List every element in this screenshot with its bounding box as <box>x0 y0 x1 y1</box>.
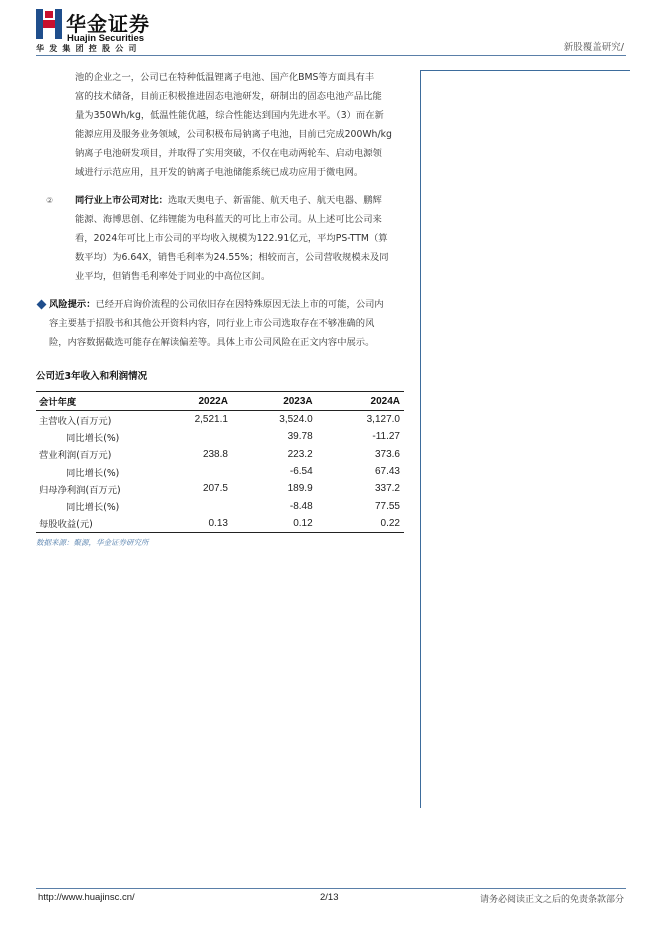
table-cell: -8.48 <box>289 500 313 512</box>
table-cell <box>171 497 228 514</box>
header-divider <box>36 55 626 56</box>
table-row <box>36 428 404 445</box>
sidebar-top-border <box>420 70 630 71</box>
text-line: 业平均，但销售毛利率处于同业的中高位区间。 <box>75 271 271 282</box>
table-cell: 238.8 <box>202 448 228 460</box>
row-label: 同比增长(%) <box>66 502 120 514</box>
page-number: 2/13 <box>320 892 339 903</box>
text-line: 容主要基于招股书和其他公开资料内容，同行业上市公司选取存在不够准确的风 <box>49 318 375 329</box>
table-cell: 0.22 <box>313 515 404 533</box>
row-label: 营业利润(百万元) <box>39 450 112 462</box>
text-line: 已经开启询价流程的公司依旧存在因特殊原因无法上市的可能，公司内 <box>95 299 384 310</box>
text-line: 看，2024年可比上市公司的平均收入规模为122.91亿元，平均PS-TTM（算 <box>75 233 388 244</box>
peer-comparison-item <box>36 191 408 286</box>
table-cell: 3,127.0 <box>366 414 400 426</box>
table-header-cell: 会计年度 <box>36 392 171 411</box>
text-line: 能源、海博思创、亿纬锂能为电科蓝天的可比上市公司。从上述可比公司来 <box>75 214 382 225</box>
table-header-cell: 2024A <box>313 392 404 411</box>
diamond-bullet-icon <box>37 299 47 309</box>
text-line: 险，内容数据截选可能存在解读偏差等。具体上市公司风险在正文内容中展示。 <box>49 337 375 348</box>
data-source-note: 数据来源：聚源，华金证券研究所 <box>36 538 149 547</box>
table-row <box>36 515 404 533</box>
table-cell: 207.5 <box>202 483 228 495</box>
footer-website-link[interactable]: http://www.huajinsc.cn/ <box>38 892 135 903</box>
text-line: 量为350Wh/kg，低温性能优越，综合性能达到国内先进水平。（3）而在新 <box>75 110 384 121</box>
text-line: 能源应用及服务业务领域，公司积极布局钠离子电池，目前已完成200Wh/kg <box>75 129 392 140</box>
table-header-row <box>36 392 404 411</box>
text-line: 钠离子电池研发项目，并取得了实用突破，不仅在电动两轮车、启动电源领 <box>75 148 382 159</box>
table-cell <box>171 463 228 480</box>
table-header-cell: 2023A <box>228 392 313 411</box>
table-row <box>36 463 404 480</box>
table-cell <box>171 428 228 445</box>
table-header-cell: 2022A <box>171 392 228 411</box>
table-cell: 0.12 <box>228 515 313 533</box>
disclaimer-note: 请务必阅读正文之后的免责条款部分 <box>479 895 624 905</box>
text-line: 数平均）为6.64X，销售毛利率为24.55%；相较而言，公司营收规模未及同 <box>75 252 389 263</box>
table-cell: 223.2 <box>287 448 313 460</box>
table-row <box>36 480 404 497</box>
table-cell: 373.6 <box>374 448 400 460</box>
table-cell: 0.13 <box>171 515 228 533</box>
table-cell: 189.9 <box>287 483 313 495</box>
row-label: 归母净利润(百万元) <box>39 484 121 496</box>
table-cell: -11.27 <box>372 431 400 443</box>
text-line: 池的企业之一，公司已在特种低温锂离子电池、国产化BMS等方面具有丰 <box>75 72 375 83</box>
table-cell: 77.55 <box>374 500 400 512</box>
logo-chinese-name: 华金证券 <box>66 12 150 36</box>
table-cell: 39.78 <box>287 431 313 443</box>
huajin-logo-icon <box>36 9 62 39</box>
row-label: 每股收益(元) <box>36 515 171 533</box>
sidebar-left-border <box>420 70 421 808</box>
row-label: 同比增长(%) <box>66 467 120 479</box>
item-number-badge: ② <box>46 196 54 205</box>
paragraph-tech-reserve <box>36 68 408 182</box>
risk-warning <box>36 295 408 352</box>
text-line: 富的技术储备，目前正积极推进固态电池研发，研制出的固态电池产品比能 <box>75 91 382 102</box>
row-label: 主营收入(百万元) <box>39 415 112 427</box>
table-row <box>36 411 404 429</box>
table-cell: 337.2 <box>374 483 400 495</box>
group-name: 华发集团控股公司 <box>36 44 142 53</box>
table-cell: -6.54 <box>289 466 313 478</box>
text-line: 选取天奥电子、新雷能、航天电子、航天电器、鹏辉 <box>167 195 382 206</box>
peer-comparison-title: 同行业上市公司对比： <box>75 195 168 206</box>
financial-table <box>36 391 404 533</box>
table-cell: 3,524.0 <box>279 414 313 426</box>
table-title: 公司近3年收入和利润情况 <box>36 371 148 382</box>
text-line: 域进行示范应用，且开发的钠离子电池储能系统已成功应用于微电网。 <box>75 167 364 178</box>
table-row <box>36 446 404 463</box>
table-row <box>36 497 404 514</box>
table-cell: 67.43 <box>374 466 400 478</box>
report-type: 新股覆盖研究/ <box>563 42 624 53</box>
logo-english-name: Huajin Securities <box>67 33 145 44</box>
risk-title: 风险提示： <box>49 299 96 310</box>
row-label: 同比增长(%) <box>66 432 120 444</box>
table-cell: 2,521.1 <box>194 414 228 426</box>
footer-divider <box>36 888 626 889</box>
main-content <box>36 68 408 352</box>
